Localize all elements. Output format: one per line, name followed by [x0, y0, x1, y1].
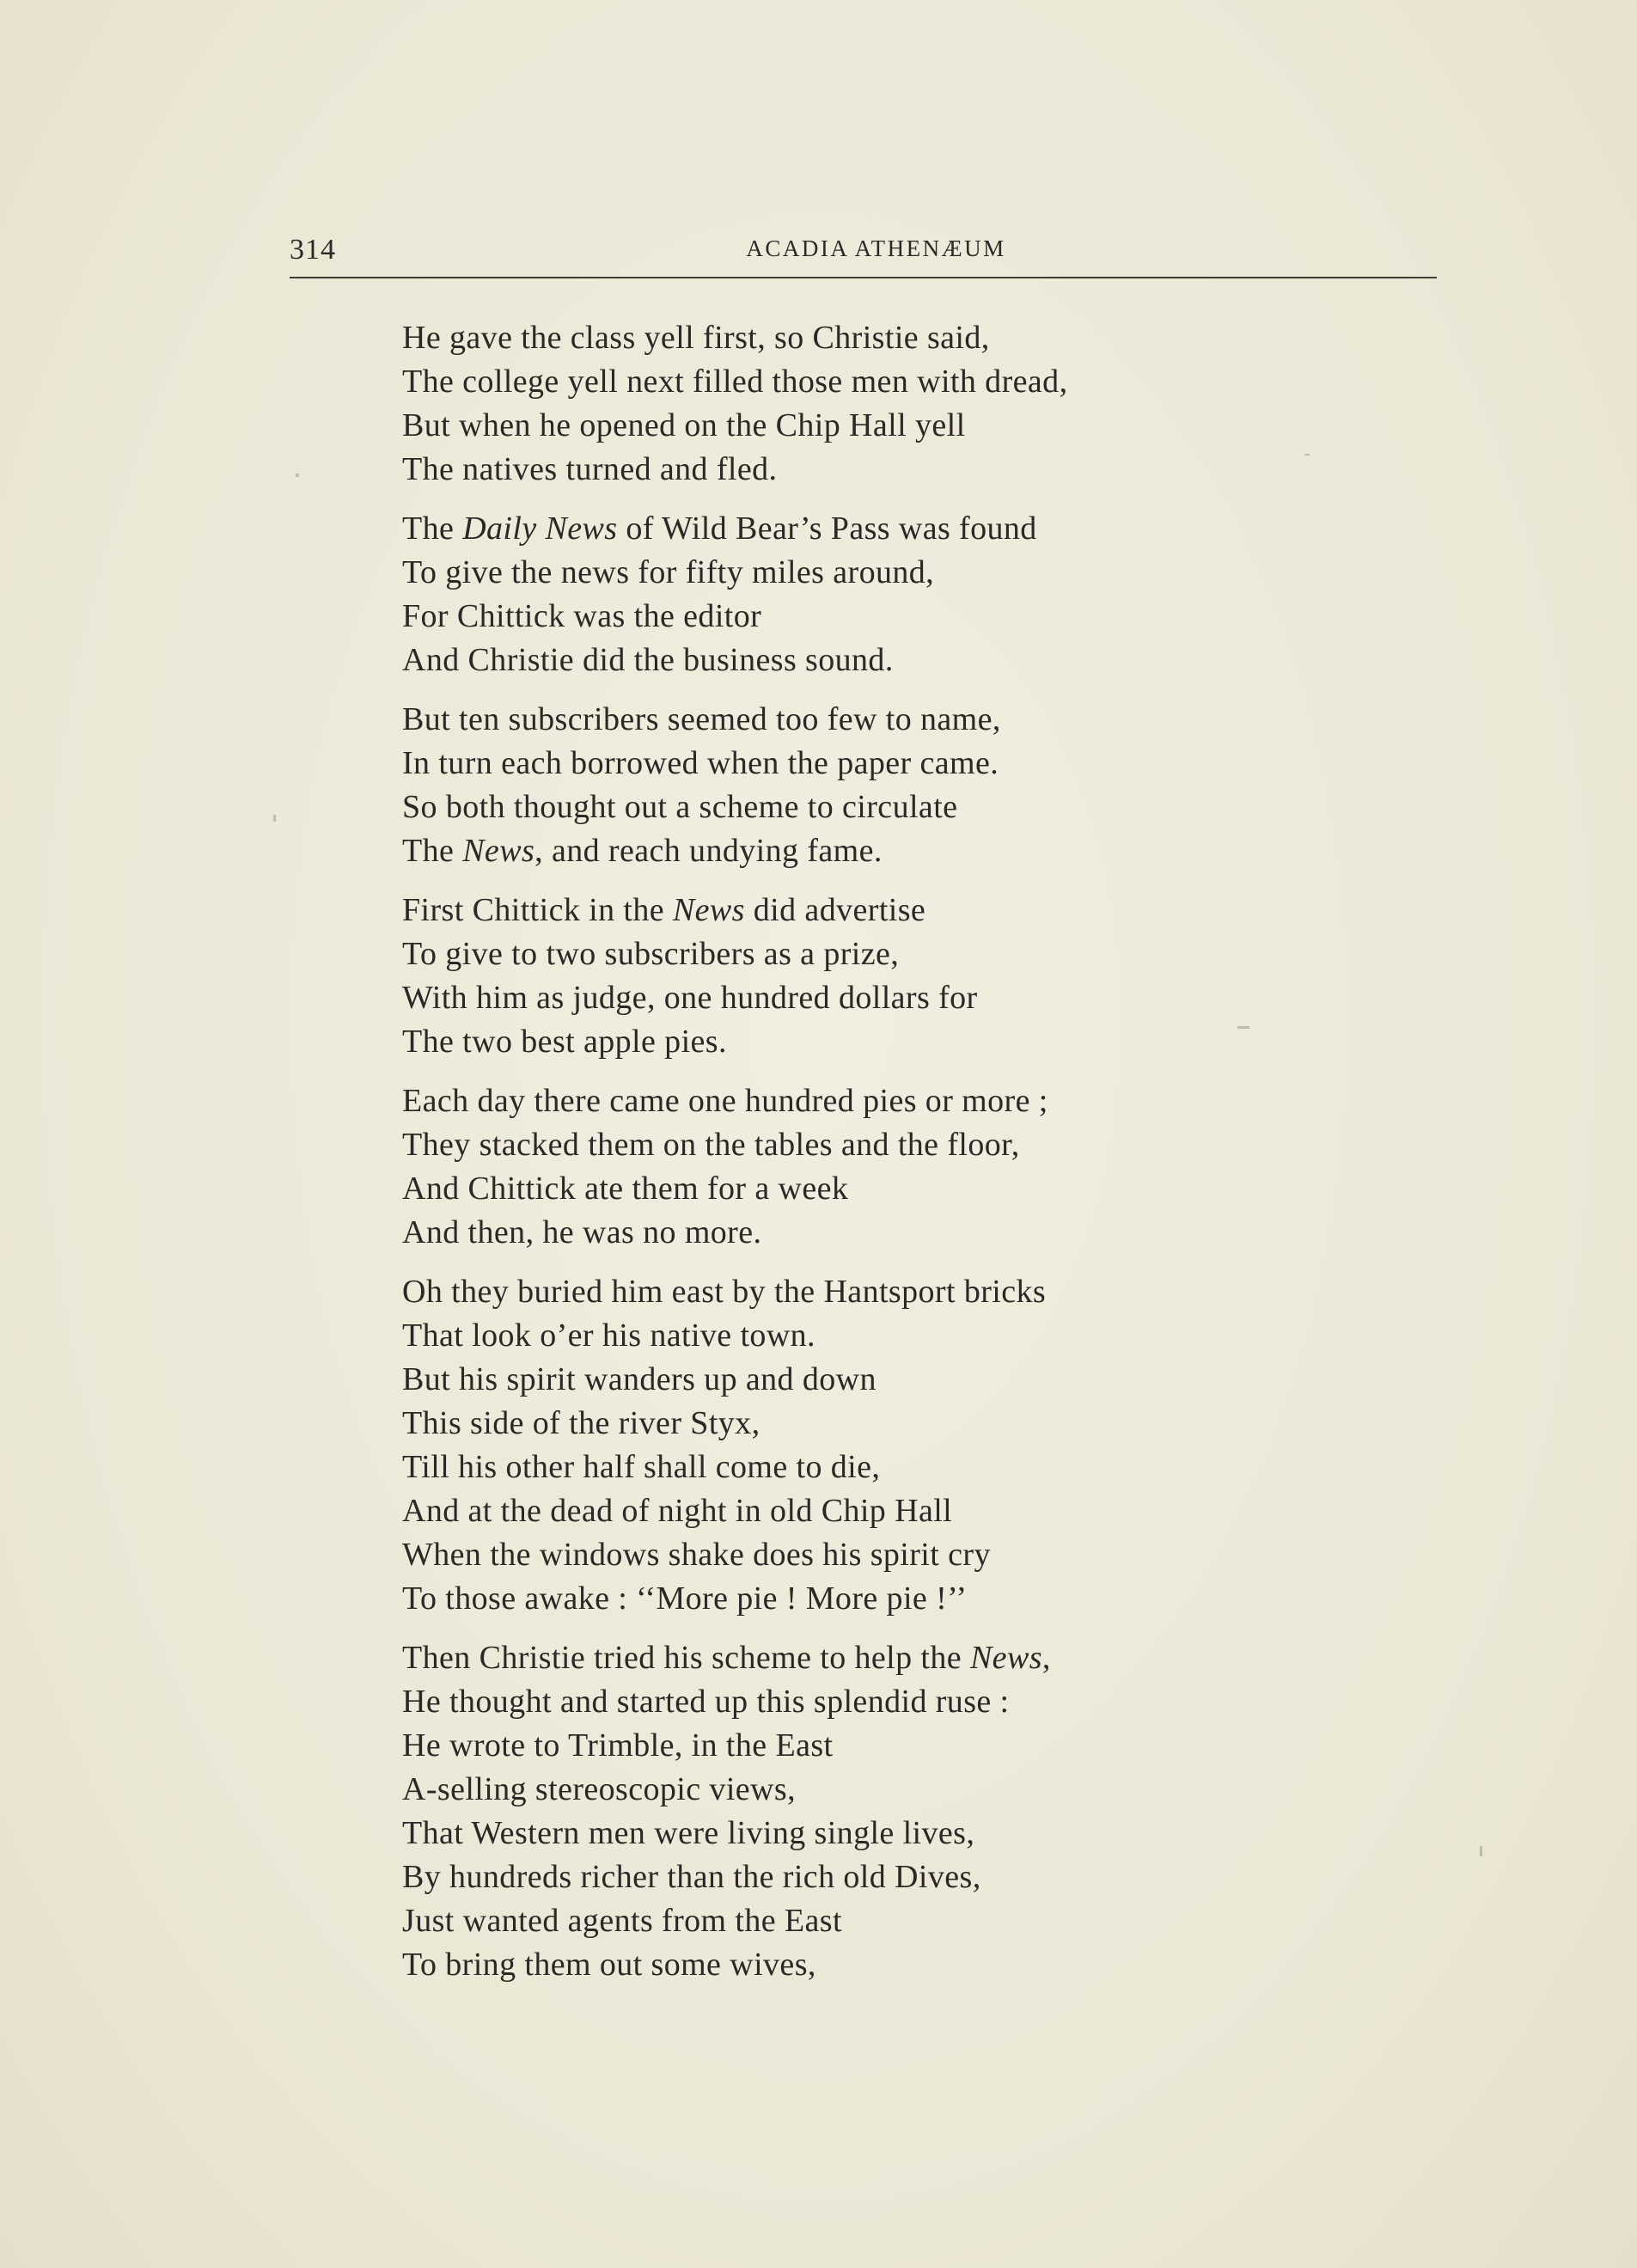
stanza: [402, 1636, 1347, 1987]
poem-line: That look o’er his native town.: [402, 1317, 815, 1354]
paper-speck: [1480, 1846, 1482, 1856]
poem-line: He gave the class yell first, so Christie said,: [402, 320, 990, 356]
poem-line: The college yell next filled those men with dread,: [402, 364, 1068, 400]
paper-speck: [1304, 454, 1310, 455]
line-text: of Wild Bear’s Pass was found: [617, 510, 1037, 547]
stanza: [402, 1079, 1347, 1255]
line-text: , and reach undying fame.: [534, 833, 883, 869]
poem-line: And then, he was no more.: [402, 1214, 762, 1250]
running-head: ACADIA ATHENÆUM: [746, 235, 1006, 261]
poem-line: To give to two subscribers as a prize,: [402, 936, 900, 972]
paper-speck: [1237, 1026, 1249, 1029]
poem-line: Just wanted agents from the East: [402, 1903, 842, 1939]
poem-line: So both thought out a scheme to circulate: [402, 789, 958, 825]
poem-line: The two best apple pies.: [402, 1024, 727, 1060]
poem-line: Oh they buried him east by the Hantsport bricks: [402, 1274, 1047, 1310]
poem-line: Each day there came one hundred pies or more ;: [402, 1083, 1048, 1119]
poem-line: [402, 889, 1347, 932]
poem-line: By hundreds richer than the rich old Dives,: [402, 1859, 981, 1895]
header-rule: [290, 277, 1437, 278]
italic-title: News: [969, 1640, 1042, 1676]
poem-line: To those awake : ‘‘More pie ! More pie !’’: [402, 1580, 968, 1617]
line-text: First Chittick in the: [402, 892, 673, 928]
italic-title: Daily News: [462, 510, 618, 547]
stanza: [402, 1270, 1347, 1621]
italic-title: News: [462, 833, 535, 869]
poem-line: A-selling stereoscopic views,: [402, 1771, 796, 1807]
poem-line: When the windows shake does his spirit cry: [402, 1537, 991, 1573]
line-text: Then Christie tried his scheme to help the: [402, 1640, 970, 1676]
poem-line: But his spirit wanders up and down: [402, 1361, 877, 1397]
italic-title: News: [672, 892, 745, 928]
poem-line: [402, 1636, 1347, 1680]
poem-line: For Chittick was the editor: [402, 598, 762, 634]
poem-line: But ten subscribers seemed too few to name,: [402, 701, 1001, 737]
poem-line: Till his other half shall come to die,: [402, 1449, 881, 1485]
line-text: The: [402, 510, 463, 547]
poem-line: He wrote to Trimble, in the East: [402, 1727, 834, 1764]
poem-line: And Christie did the business sound.: [402, 642, 894, 678]
poem-line: But when he opened on the Chip Hall yell: [402, 407, 966, 443]
page-number: 314: [290, 234, 336, 266]
poem-line: He thought and started up this splendid ruse :: [402, 1684, 1010, 1720]
poem-line: And at the dead of night in old Chip Hall: [402, 1493, 953, 1529]
page-header: [290, 227, 1437, 275]
poem-line: They stacked them on the tables and the floor,: [402, 1127, 1020, 1163]
poem-line: That Western men were living single lives,: [402, 1815, 975, 1851]
line-text: The: [402, 833, 463, 869]
poem-line: The natives turned and fled.: [402, 451, 778, 487]
poem-line: With him as judge, one hundred dollars for: [402, 980, 978, 1016]
paper-speck: [273, 815, 276, 822]
line-text: did advertise: [744, 892, 926, 928]
poem-line: And Chittick ate them for a week: [402, 1171, 849, 1207]
poem-line: This side of the river Styx,: [402, 1405, 760, 1441]
line-text: ,: [1041, 1640, 1051, 1676]
stanza: [402, 698, 1347, 873]
poem-line: [402, 507, 1347, 551]
paper-speck: [296, 474, 299, 477]
poem-line: To bring them out some wives,: [402, 1947, 816, 1983]
stanza: [402, 889, 1347, 1064]
stanza: [402, 316, 1347, 492]
poem-line: In turn each borrowed when the paper came.: [402, 745, 999, 781]
stanza: [402, 507, 1347, 682]
poem: [402, 316, 1347, 2002]
poem-line: [402, 829, 1347, 873]
poem-line: To give the news for fifty miles around,: [402, 554, 935, 590]
